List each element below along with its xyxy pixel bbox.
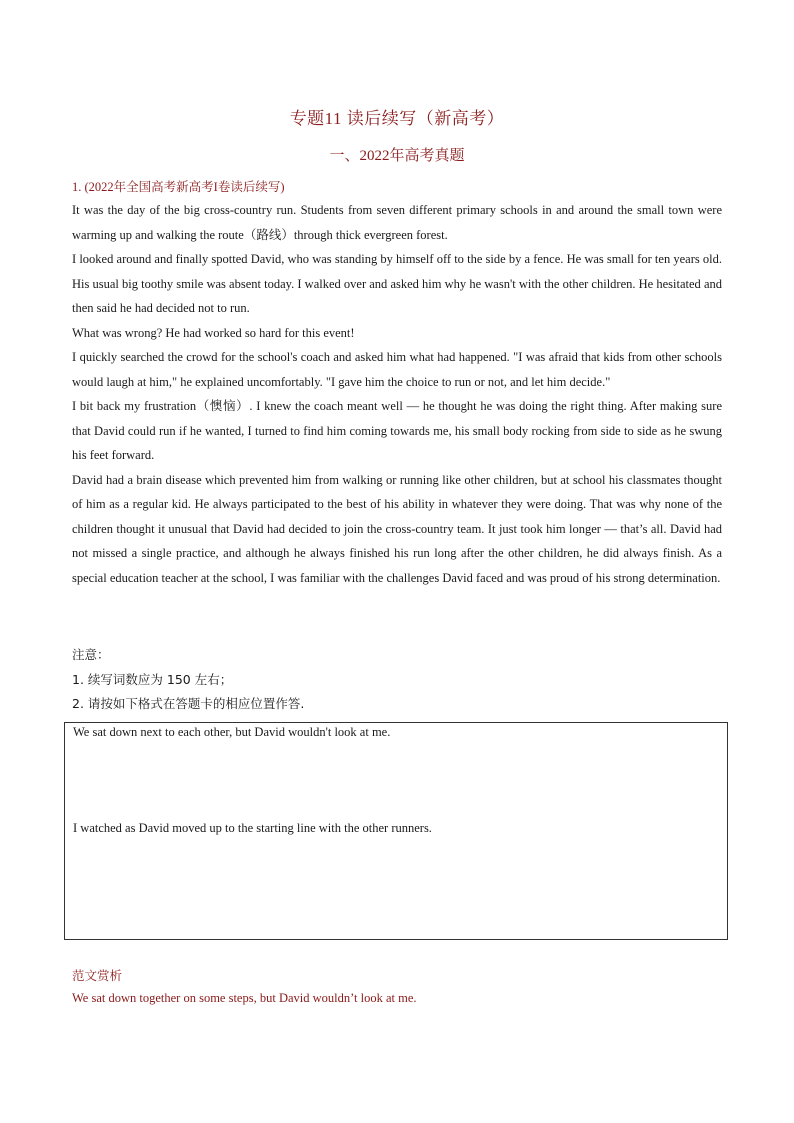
model-essay-heading: 范文赏析 xyxy=(72,968,123,983)
instructions-heading: 注意： xyxy=(72,647,110,662)
passage-paragraph: I quickly searched the crowd for the school's coach and asked him what had happened. "I was afraid that kids from other schools would laugh at him," he explained uncomfortably. "I gave him the choice to run or not, and let him decide." xyxy=(72,350,722,389)
passage xyxy=(72,198,722,590)
instruction-item: 2. 请按如下格式在答题卡的相应位置作答. xyxy=(72,696,305,711)
passage-paragraph: I looked around and finally spotted David, who was standing by himself off to the side by a fence. He was small for ten years old. His usual big toothy smile was absent today. I walked over and asked him why he wasn't with the other children. He hesitated and then said he had decided not to run. xyxy=(72,252,722,315)
instruction-item: 1. 续写词数应为 150 左右； xyxy=(72,671,233,687)
answer-prompt-2: I watched as David moved up to the starting line with the other runners. xyxy=(73,821,432,835)
page-title: 专题11 读后续写（新高考） xyxy=(289,109,505,128)
answer-box xyxy=(64,722,728,940)
passage-paragraph: What was wrong? He had worked so hard for this event! xyxy=(72,325,355,340)
passage-paragraph: It was the day of the big cross-country run. Students from seven different primary schools in and around the small town were warming up and walking the route（路线）through thick evergreen forest. xyxy=(72,203,722,242)
passage-paragraph: David had a brain disease which prevented him from walking or running like other children, but at school his classmates thought of him as a regular kid. He always participated to the best of his ability in whatever they were doing. That was why none of the children thought it unusual that David had decided to join the cross-country team. It just took him longer — that’s all. David had not missed a single practice, and although he always finished his run long after the other children, he did always finish. As a special education teacher at the school, I was familiar with the challenges David faced and was proud of his strong determination. xyxy=(72,472,722,585)
question-heading: 1. (2022年全国高考新高考I卷读后续写) xyxy=(72,180,285,194)
model-essay-text: We sat down together on some steps, but David wouldn’t look at me. xyxy=(72,991,417,1005)
passage-paragraph: I bit back my frustration（懊恼）. I knew the coach meant well — he thought he was doing the right thing. After making sure that David could run if he wanted, I turned to find him coming towards me, his small body rocking from side to side as he swung his feet forward. xyxy=(72,399,722,462)
instructions xyxy=(72,643,722,717)
section-heading: 一、2022年高考真题 xyxy=(329,148,465,164)
answer-prompt-1: We sat down next to each other, but David wouldn't look at me. xyxy=(73,725,391,739)
